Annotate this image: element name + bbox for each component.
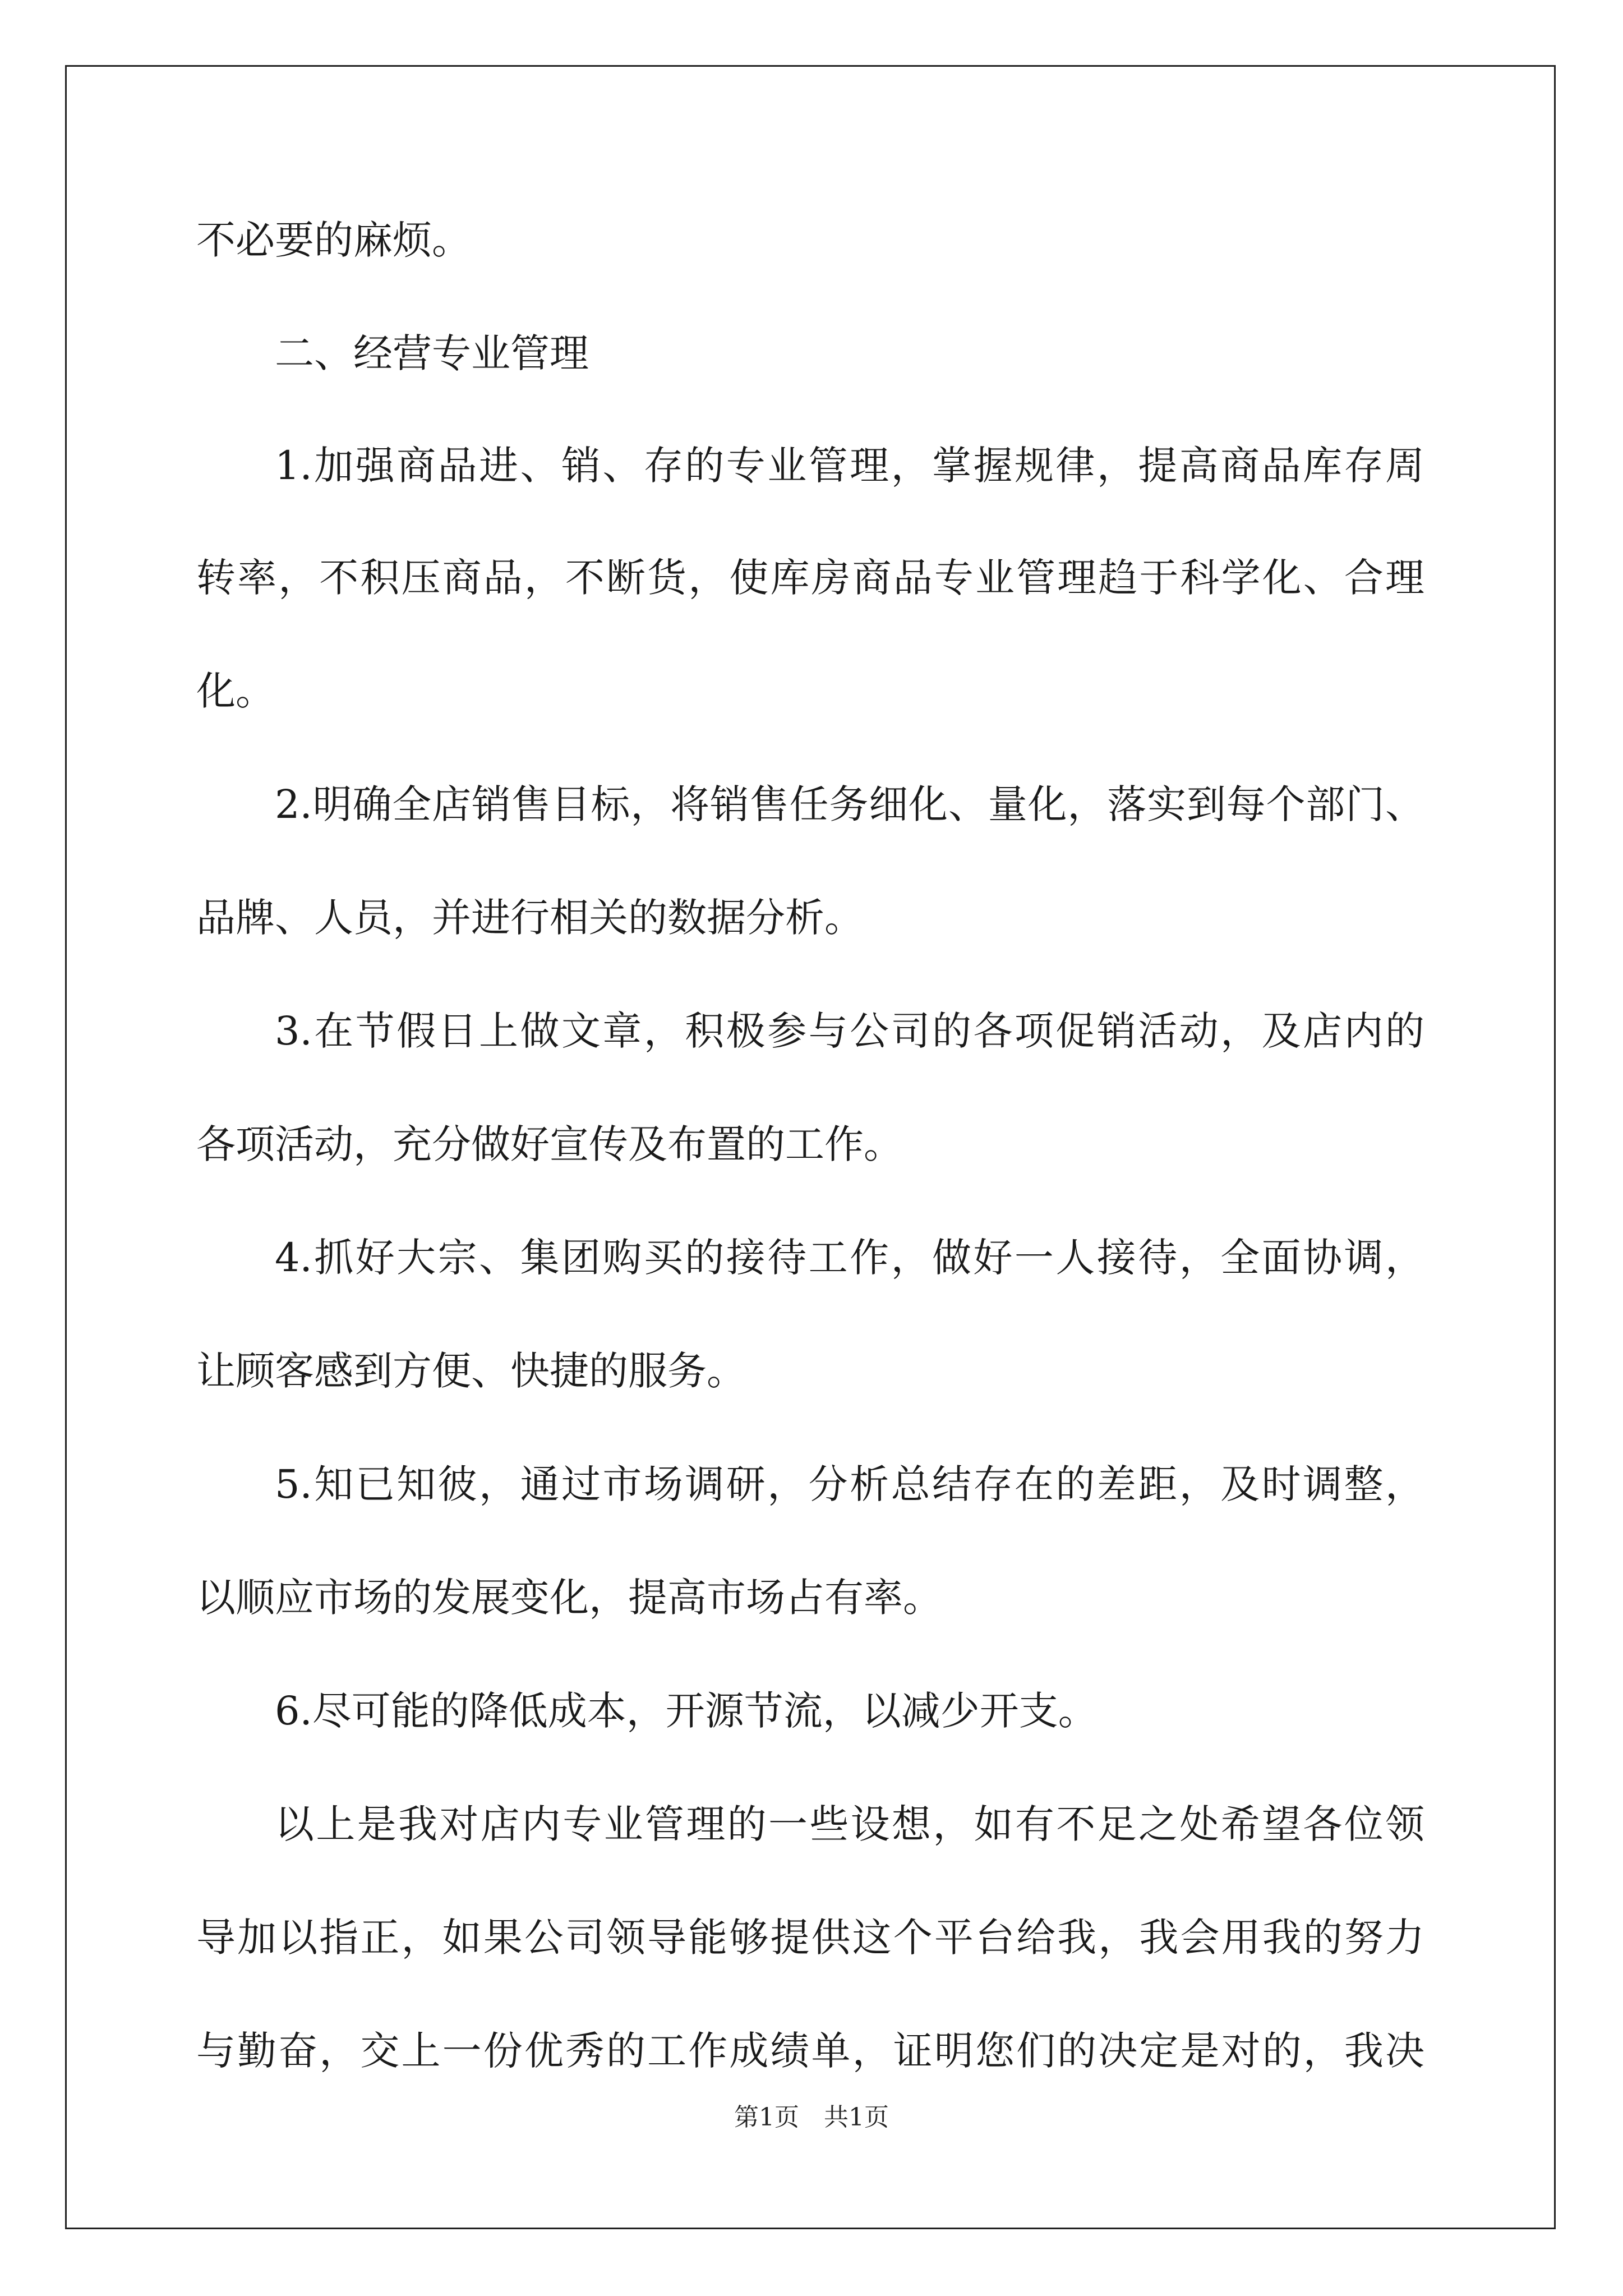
paragraph-line-3: 1.加强商品进、销、存的专业管理，掌握规律，提高商品库存周 (275, 443, 1424, 489)
paragraph-line-11: 让顾客感到方便、快捷的服务。 (196, 1348, 746, 1394)
paragraph-line-13: 以顺应市场的发展变化，提高市场占有率。 (196, 1575, 942, 1621)
paragraph-line-14: 6.尽可能的降低成本，开源节流，以减少开支。 (275, 1688, 1098, 1734)
paragraph-line-15: 以上是我对店内专业管理的一些设想，如有不足之处希望各位领 (275, 1801, 1424, 1847)
paragraph-line-4: 转率，不积压商品，不断货，使库房商品专业管理趋于科学化、合理 (196, 555, 1424, 601)
paragraph-line-10: 4.抓好大宗、集团购买的接待工作，做好一人接待，全面协调， (275, 1235, 1424, 1281)
page-number-footer: 第1页 共1页 (734, 2103, 889, 2132)
paragraph-line-9: 各项活动，充分做好宣传及布置的工作。 (196, 1121, 903, 1167)
section-heading: 二、经营专业管理 (275, 330, 589, 376)
paragraph-line-7: 品牌、人员，并进行相关的数据分析。 (196, 895, 864, 941)
paragraph-line-8: 3.在节假日上做文章，积极参与公司的各项促销活动，及店内的 (275, 1008, 1424, 1054)
paragraph-line-17: 与勤奋，交上一份优秀的工作成绩单，证明您们的决定是对的，我决 (196, 2028, 1424, 2074)
paragraph-line-12: 5.知已知彼，通过市场调研，分析总结存在的差距，及时调整， (275, 1461, 1424, 1507)
paragraph-line-16: 导加以指正，如果公司领导能够提供这个平台给我，我会用我的努力 (196, 1915, 1424, 1961)
paragraph-line-6: 2.明确全店销售目标，将销售任务细化、量化，落实到每个部门、 (275, 781, 1424, 827)
paragraph-line-5: 化。 (196, 668, 275, 714)
paragraph-line-1: 不必要的麻烦。 (196, 217, 471, 263)
